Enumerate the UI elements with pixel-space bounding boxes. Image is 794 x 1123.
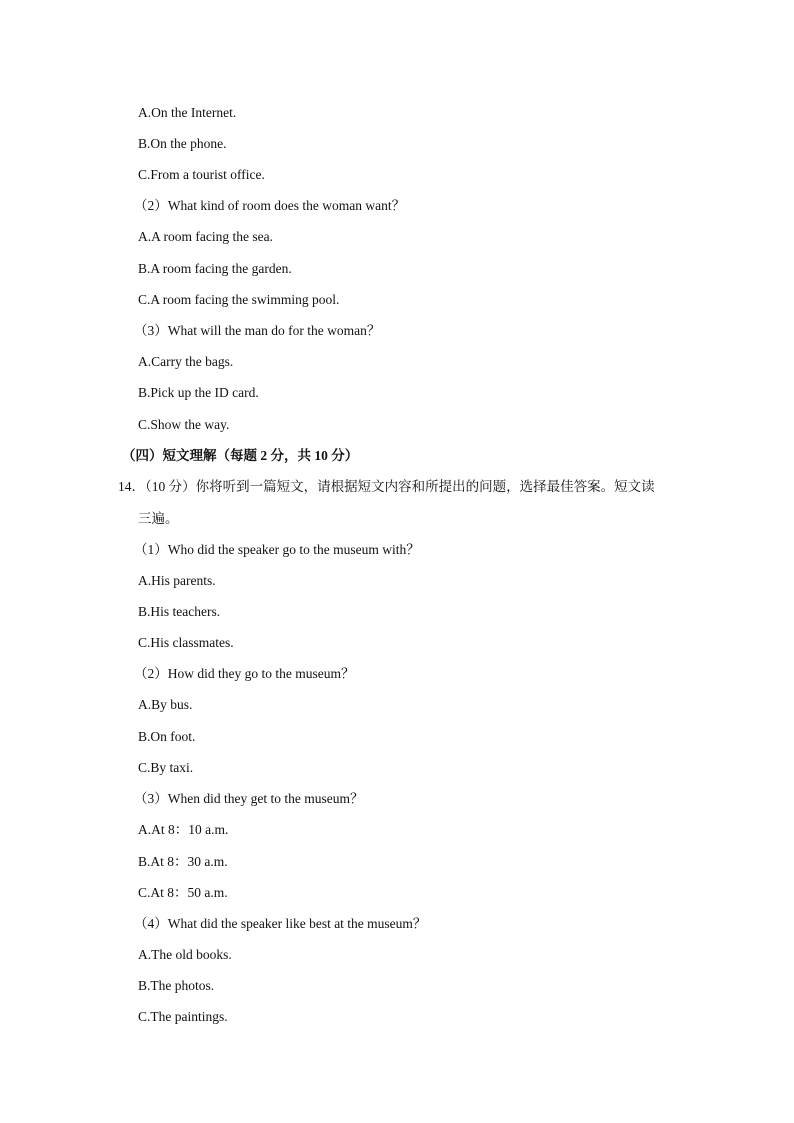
option-text: A.By bus. bbox=[138, 697, 193, 712]
option-text: C.By taxi. bbox=[138, 760, 194, 775]
option-text: B.A room facing the garden. bbox=[138, 261, 292, 276]
sub-question: （3）What will the man do for the woman？ bbox=[134, 323, 381, 338]
option-text: C.His classmates. bbox=[138, 635, 234, 650]
sub-question: （1）Who did the speaker go to the museum with？ bbox=[134, 542, 420, 557]
option-text: B.On foot. bbox=[138, 729, 196, 744]
option-text: B.At 8：30 a.m. bbox=[138, 854, 228, 869]
sub-question: （2）How did they go to the museum？ bbox=[134, 666, 355, 681]
section-heading: （四）短文理解（每题 2 分，共 10 分） bbox=[122, 448, 359, 463]
option-text: C.A room facing the swimming pool. bbox=[138, 292, 340, 307]
option-text: A.At 8：10 a.m. bbox=[138, 822, 229, 837]
question-stem-continued: 三遍。 bbox=[138, 511, 179, 526]
option-text: C.The paintings. bbox=[138, 1009, 228, 1024]
option-text: B.His teachers. bbox=[138, 604, 221, 619]
option-text: B.On the phone. bbox=[138, 136, 227, 151]
option-text: B.Pick up the ID card. bbox=[138, 385, 259, 400]
option-text: C.Show the way. bbox=[138, 417, 230, 432]
sub-question: （4）What did the speaker like best at the museum？ bbox=[134, 916, 427, 931]
option-text: A.The old books. bbox=[138, 947, 232, 962]
question-stem: 14．（10 分）你将听到一篇短文，请根据短文内容和所提出的问题，选择最佳答案。短文读 bbox=[118, 479, 655, 494]
sub-question: （3）When did they get to the museum？ bbox=[134, 791, 364, 806]
option-text: C.At 8：50 a.m. bbox=[138, 885, 228, 900]
option-text: A.On the Internet. bbox=[138, 105, 237, 120]
option-text: A.Carry the bags. bbox=[138, 354, 234, 369]
option-text: B.The photos. bbox=[138, 978, 215, 993]
option-text: A.His parents. bbox=[138, 573, 216, 588]
sub-question: （2）What kind of room does the woman want？ bbox=[134, 198, 406, 213]
option-text: C.From a tourist office. bbox=[138, 167, 265, 182]
option-text: A.A room facing the sea. bbox=[138, 229, 273, 244]
